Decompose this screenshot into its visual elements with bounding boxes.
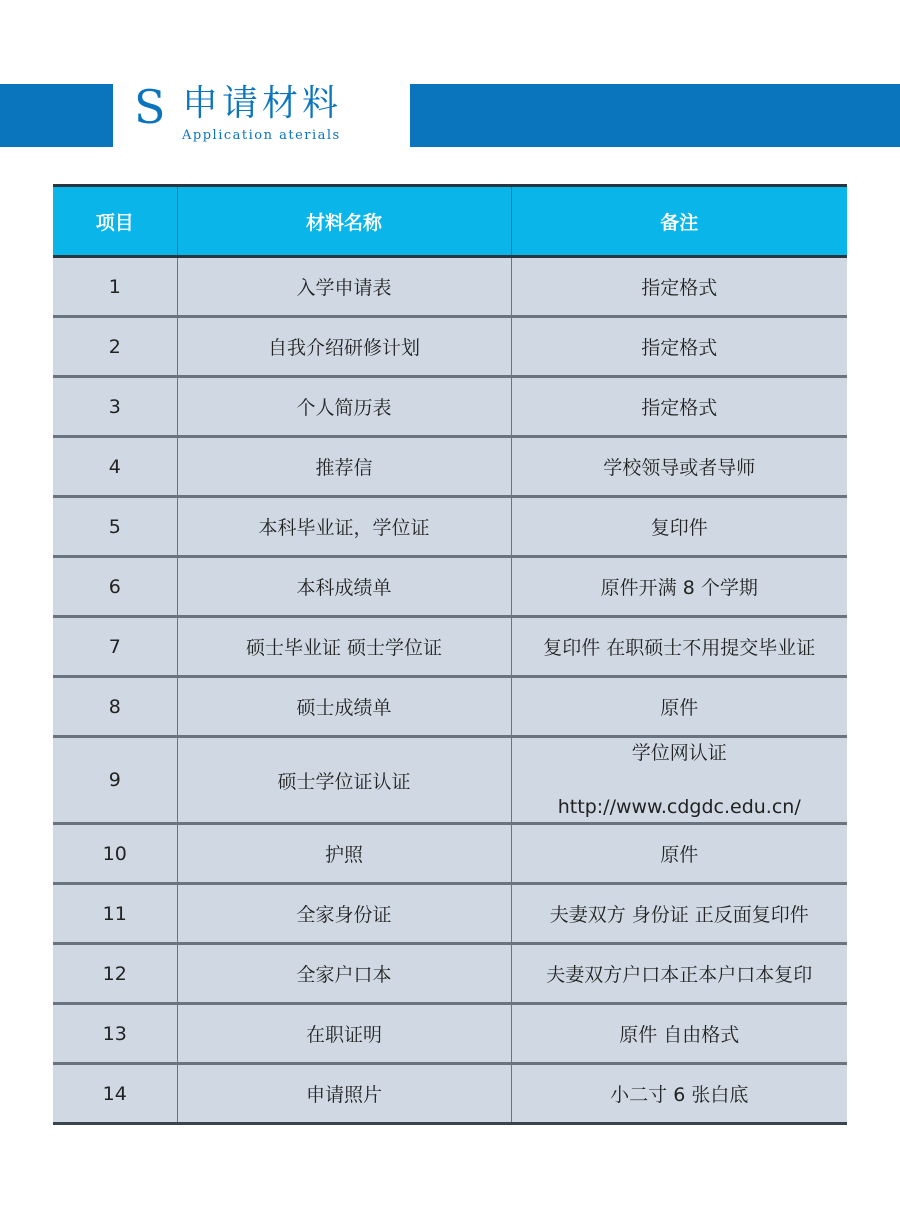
material-name: 申请照片 <box>177 1064 511 1124</box>
table-row <box>53 257 847 317</box>
material-note <box>511 737 847 824</box>
item-number: 11 <box>53 884 177 944</box>
section-subtitle: Application aterials <box>182 128 341 143</box>
item-number: 10 <box>53 824 177 884</box>
material-note: 夫妻双方 身份证 正反面复印件 <box>511 884 847 944</box>
material-note: 指定格式 <box>511 257 847 317</box>
section-title: 申请材料 <box>182 83 343 124</box>
material-note: 原件 <box>511 824 847 884</box>
table-row <box>53 317 847 377</box>
material-name: 全家户口本 <box>177 944 511 1004</box>
header-band-right <box>410 84 900 147</box>
material-note: 指定格式 <box>511 317 847 377</box>
item-number: 12 <box>53 944 177 1004</box>
item-number: 1 <box>53 257 177 317</box>
material-name: 推荐信 <box>177 437 511 497</box>
materials-table <box>53 184 847 1125</box>
material-name: 本科毕业证，学位证 <box>177 497 511 557</box>
column-header-material-name: 材料名称 <box>177 186 511 257</box>
material-note: 学校领导或者导师 <box>511 437 847 497</box>
table-row <box>53 944 847 1004</box>
material-note: 原件开满 8 个学期 <box>511 557 847 617</box>
table-row <box>53 557 847 617</box>
item-number: 9 <box>53 737 177 824</box>
column-header-item: 项目 <box>53 186 177 257</box>
item-number: 8 <box>53 677 177 737</box>
material-name: 本科成绩单 <box>177 557 511 617</box>
material-name: 全家身份证 <box>177 884 511 944</box>
item-number: 6 <box>53 557 177 617</box>
material-name: 护照 <box>177 824 511 884</box>
table-row <box>53 824 847 884</box>
material-note: 原件 自由格式 <box>511 1004 847 1064</box>
section-header <box>130 80 400 152</box>
item-number: 13 <box>53 1004 177 1064</box>
item-number: 3 <box>53 377 177 437</box>
material-note: 原件 <box>511 677 847 737</box>
verification-url: http://www.cdgdc.edu.cn/ <box>557 796 801 818</box>
material-note: 夫妻双方户口本正本户口本复印 <box>511 944 847 1004</box>
material-note: 小二寸 6 张白底 <box>511 1064 847 1124</box>
table-row <box>53 677 847 737</box>
item-number: 5 <box>53 497 177 557</box>
item-number: 7 <box>53 617 177 677</box>
item-number: 4 <box>53 437 177 497</box>
material-note: 复印件 <box>511 497 847 557</box>
material-name: 硕士成绩单 <box>177 677 511 737</box>
section-logo-letter: S <box>134 80 166 134</box>
material-name: 硕士学位证认证 <box>177 737 511 824</box>
table-row <box>53 377 847 437</box>
table-row <box>53 1064 847 1124</box>
material-name: 入学申请表 <box>177 257 511 317</box>
header-band-left <box>0 84 113 147</box>
table-row <box>53 884 847 944</box>
material-note: 指定格式 <box>511 377 847 437</box>
table-row <box>53 1004 847 1064</box>
table-row <box>53 497 847 557</box>
item-number: 2 <box>53 317 177 377</box>
material-name: 在职证明 <box>177 1004 511 1064</box>
material-name: 自我介绍研修计划 <box>177 317 511 377</box>
column-header-remarks: 备注 <box>511 186 847 257</box>
table-row <box>53 617 847 677</box>
material-name: 硕士毕业证 硕士学位证 <box>177 617 511 677</box>
material-name: 个人简历表 <box>177 377 511 437</box>
material-note: 复印件 在职硕士不用提交毕业证 <box>511 617 847 677</box>
table-row <box>53 737 847 824</box>
material-note-line: 学位网认证 <box>631 742 727 764</box>
table-row <box>53 437 847 497</box>
table-header-row <box>53 186 847 257</box>
item-number: 14 <box>53 1064 177 1124</box>
